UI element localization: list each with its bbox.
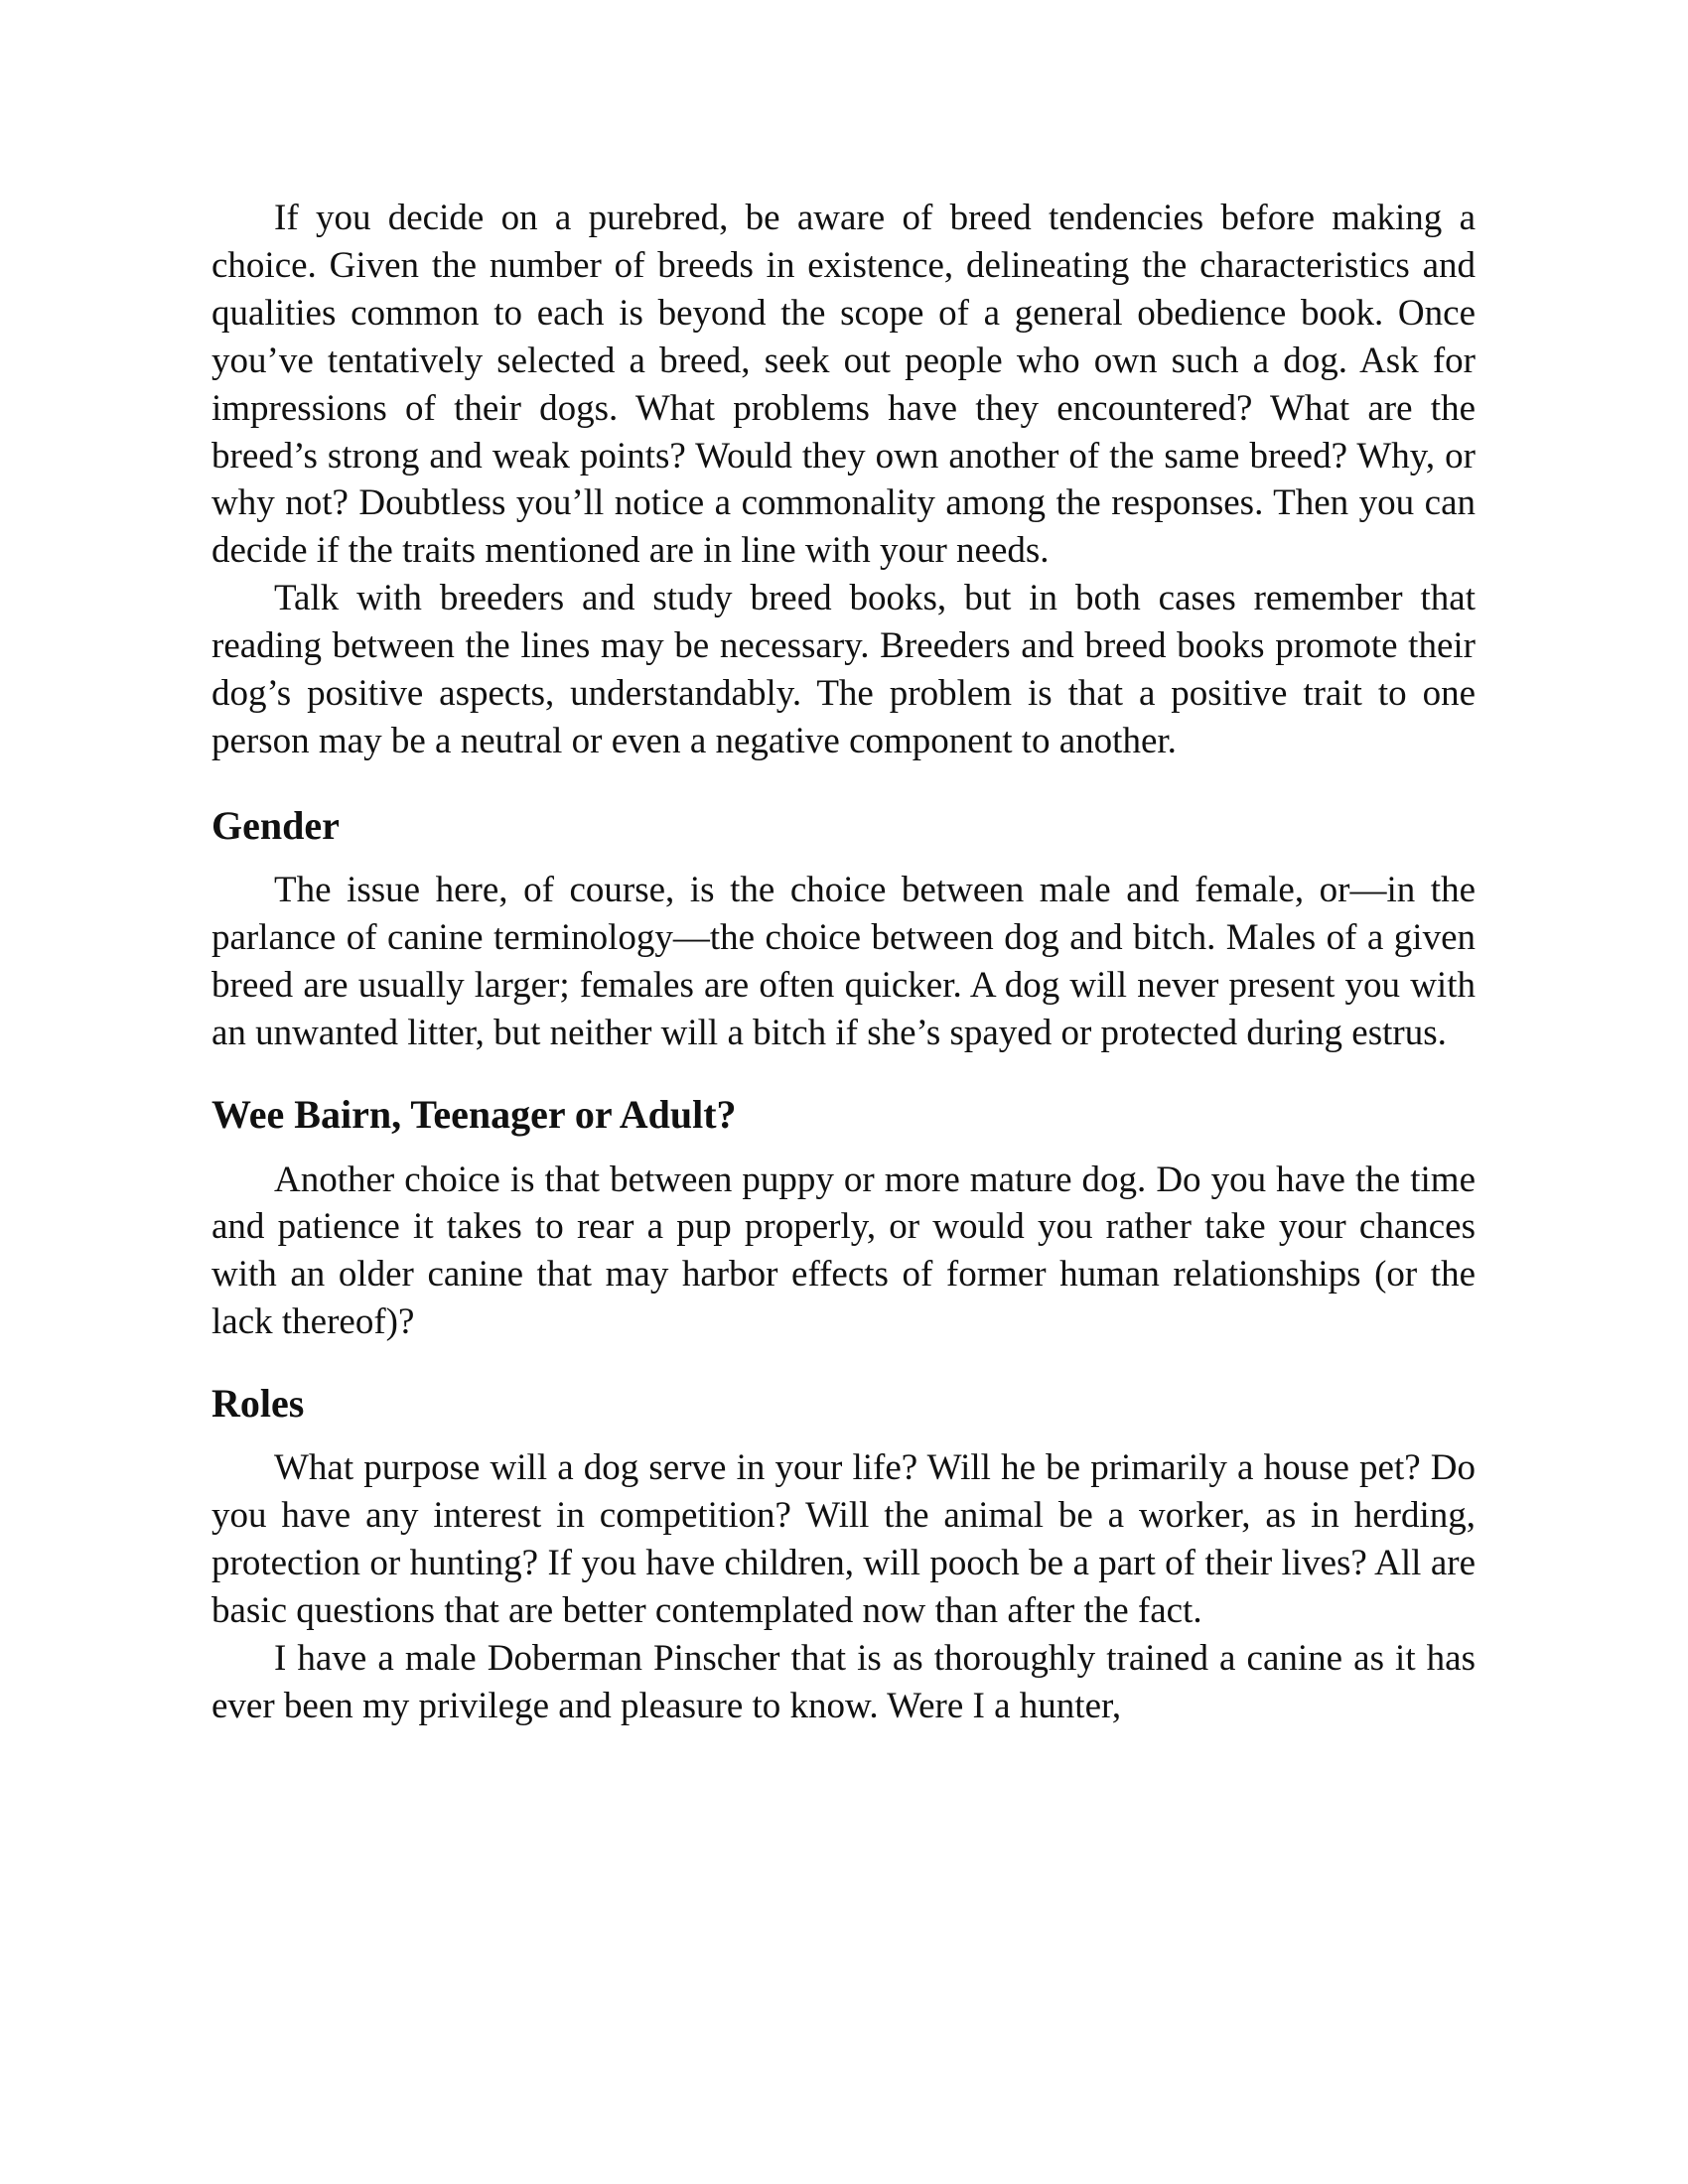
heading-gender: Gender (211, 802, 340, 848)
document-page (211, 195, 1476, 1730)
paragraph-roles-2: I have a male Doberman Pinscher that is as thoroughly trained a canine as it has ever been my privilege and pleasure to know. Were I a hunter, (211, 1637, 1476, 1726)
paragraph-purebred: If you decide on a purebred, be aware of breed tendencies before making a choice. Given the number of breeds in existence, delineating the characteristics and qualities common to each is beyond the scope of a general obedience book. Once you’ve tentatively selected a breed, seek out people who own such a dog. Ask for impressions of their dogs. What problems have they encountered? What are the breed’s strong and weak points? Would they own another of the same breed? Why, or why not? Doubtless you’ll notice a commonality among the responses. Then you can decide if the traits mentioned are in line with your needs. (211, 198, 1476, 572)
paragraph-age: Another choice is that between puppy or more mature dog. Do you have the time and patience it takes to rear a pup properly, or would you rather take your chances with an older canine that may harbor effects of former human relationships (or the lack thereof)? (211, 1159, 1476, 1343)
heading-roles: Roles (211, 1381, 305, 1427)
heading-age: Wee Bairn, Teenager or Adult? (211, 1091, 737, 1137)
paragraph-roles-1: What purpose will a dog serve in your life? Will he be primarily a house pet? Do you have any interest in competition? Will the animal be a worker, as in herding, protection or hunting? If you have children, will pooch be a part of their lives? All are basic questions that are better contemplated now than after the fact. (211, 1447, 1476, 1631)
paragraph-gender: The issue here, of course, is the choice between male and female, or—in the parlance of canine terminology—the choice between dog and bitch. Males of a given breed are usually larger; females are often quicker. A dog will never present you with an unwanted litter, but neither will a bitch if she’s spayed or protected during estrus. (211, 869, 1476, 1053)
paragraph-breeders: Talk with breeders and study breed books, but in both cases remember that reading between the lines may be necessary. Breeders and breed books promote their dog’s positive aspects, understandably. The problem is that a positive trait to one person may be a neutral or even a negative component to another. (211, 578, 1476, 761)
